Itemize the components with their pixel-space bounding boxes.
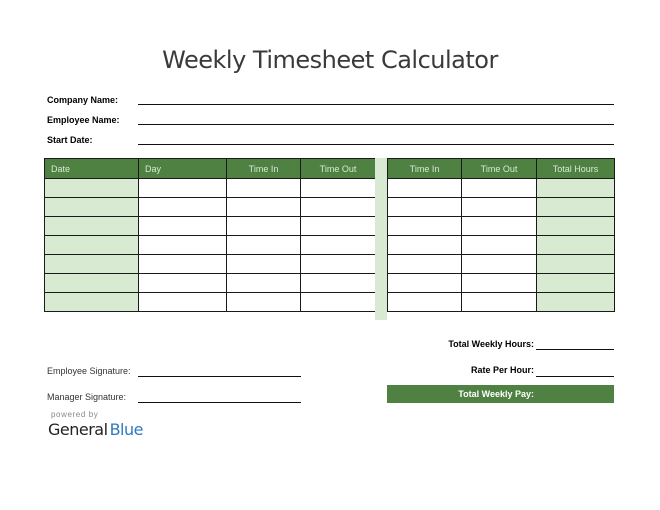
date-cell[interactable] bbox=[45, 179, 139, 198]
manager-signature-label: Manager Signature: bbox=[47, 392, 127, 402]
time-out-cell[interactable] bbox=[462, 255, 537, 274]
time-in-cell[interactable] bbox=[227, 236, 301, 255]
employee-signature-label: Employee Signature: bbox=[47, 366, 131, 376]
table-row bbox=[388, 198, 615, 217]
table-row bbox=[45, 293, 376, 312]
company-name-field[interactable] bbox=[138, 104, 614, 105]
time-in-cell[interactable] bbox=[388, 236, 462, 255]
header-total-hours: Total Hours bbox=[537, 159, 615, 179]
total-hours-cell bbox=[537, 217, 615, 236]
manager-signature-field[interactable] bbox=[138, 402, 301, 403]
page-title: Weekly Timesheet Calculator bbox=[162, 46, 498, 74]
day-cell[interactable] bbox=[139, 255, 227, 274]
total-hours-cell bbox=[537, 198, 615, 217]
start-date-label: Start Date: bbox=[47, 135, 93, 145]
header-time-out: Time Out bbox=[462, 159, 537, 179]
header-time-out: Time Out bbox=[301, 159, 376, 179]
time-in-cell[interactable] bbox=[227, 198, 301, 217]
time-in-cell[interactable] bbox=[388, 198, 462, 217]
total-weekly-pay-label: Total Weekly Pay: bbox=[458, 389, 534, 399]
date-cell[interactable] bbox=[45, 198, 139, 217]
table-row bbox=[45, 236, 376, 255]
time-in-cell[interactable] bbox=[227, 274, 301, 293]
start-date-field[interactable] bbox=[138, 144, 614, 145]
day-cell[interactable] bbox=[139, 293, 227, 312]
employee-name-field[interactable] bbox=[138, 124, 614, 125]
time-in-cell[interactable] bbox=[388, 274, 462, 293]
date-cell[interactable] bbox=[45, 255, 139, 274]
table-row bbox=[388, 179, 615, 198]
brand-general: General bbox=[48, 420, 108, 439]
time-in-cell[interactable] bbox=[388, 255, 462, 274]
table-separator-strip bbox=[375, 158, 387, 320]
total-weekly-hours-field[interactable] bbox=[536, 349, 614, 350]
day-cell[interactable] bbox=[139, 179, 227, 198]
header-time-in: Time In bbox=[227, 159, 301, 179]
company-name-label: Company Name: bbox=[47, 95, 119, 105]
time-out-cell[interactable] bbox=[462, 274, 537, 293]
time-out-cell[interactable] bbox=[462, 293, 537, 312]
total-hours-cell bbox=[537, 255, 615, 274]
employee-signature-field[interactable] bbox=[138, 376, 301, 377]
header-day: Day bbox=[139, 159, 227, 179]
employee-name-label: Employee Name: bbox=[47, 115, 120, 125]
total-hours-cell bbox=[537, 179, 615, 198]
total-weekly-pay-bar bbox=[387, 385, 614, 403]
date-cell[interactable] bbox=[45, 293, 139, 312]
table-row bbox=[388, 274, 615, 293]
time-out-cell[interactable] bbox=[462, 236, 537, 255]
day-cell[interactable] bbox=[139, 217, 227, 236]
time-in-cell[interactable] bbox=[227, 255, 301, 274]
table-header-row bbox=[45, 159, 376, 179]
time-out-cell[interactable] bbox=[301, 255, 376, 274]
table-row bbox=[388, 236, 615, 255]
total-hours-cell bbox=[537, 274, 615, 293]
time-out-cell[interactable] bbox=[462, 179, 537, 198]
brand-blue: Blue bbox=[109, 420, 143, 439]
time-out-cell[interactable] bbox=[301, 198, 376, 217]
generalblue-logo bbox=[48, 420, 143, 439]
table-row bbox=[388, 217, 615, 236]
time-out-cell[interactable] bbox=[462, 198, 537, 217]
total-weekly-hours-label: Total Weekly Hours: bbox=[448, 339, 534, 349]
time-in-cell[interactable] bbox=[388, 179, 462, 198]
total-hours-cell bbox=[537, 236, 615, 255]
time-out-cell[interactable] bbox=[301, 217, 376, 236]
time-out-cell[interactable] bbox=[301, 236, 376, 255]
powered-by-text: powered by bbox=[51, 410, 99, 419]
time-out-cell[interactable] bbox=[301, 179, 376, 198]
time-out-cell[interactable] bbox=[301, 293, 376, 312]
right-timesheet-table bbox=[387, 158, 615, 312]
left-timesheet-table bbox=[44, 158, 376, 312]
table-row bbox=[45, 255, 376, 274]
table-row bbox=[45, 217, 376, 236]
time-in-cell[interactable] bbox=[388, 293, 462, 312]
header-date: Date bbox=[45, 159, 139, 179]
time-in-cell[interactable] bbox=[388, 217, 462, 236]
time-in-cell[interactable] bbox=[227, 293, 301, 312]
table-row bbox=[45, 179, 376, 198]
rate-per-hour-field[interactable] bbox=[536, 376, 614, 377]
header-time-in: Time In bbox=[388, 159, 462, 179]
table-row bbox=[45, 274, 376, 293]
table-row bbox=[388, 293, 615, 312]
table-header-row bbox=[388, 159, 615, 179]
time-in-cell[interactable] bbox=[227, 217, 301, 236]
time-out-cell[interactable] bbox=[301, 274, 376, 293]
day-cell[interactable] bbox=[139, 274, 227, 293]
time-out-cell[interactable] bbox=[462, 217, 537, 236]
date-cell[interactable] bbox=[45, 217, 139, 236]
day-cell[interactable] bbox=[139, 236, 227, 255]
table-row bbox=[45, 198, 376, 217]
rate-per-hour-label: Rate Per Hour: bbox=[470, 365, 534, 375]
date-cell[interactable] bbox=[45, 236, 139, 255]
time-in-cell[interactable] bbox=[227, 179, 301, 198]
date-cell[interactable] bbox=[45, 274, 139, 293]
table-row bbox=[388, 255, 615, 274]
day-cell[interactable] bbox=[139, 198, 227, 217]
total-hours-cell bbox=[537, 293, 615, 312]
